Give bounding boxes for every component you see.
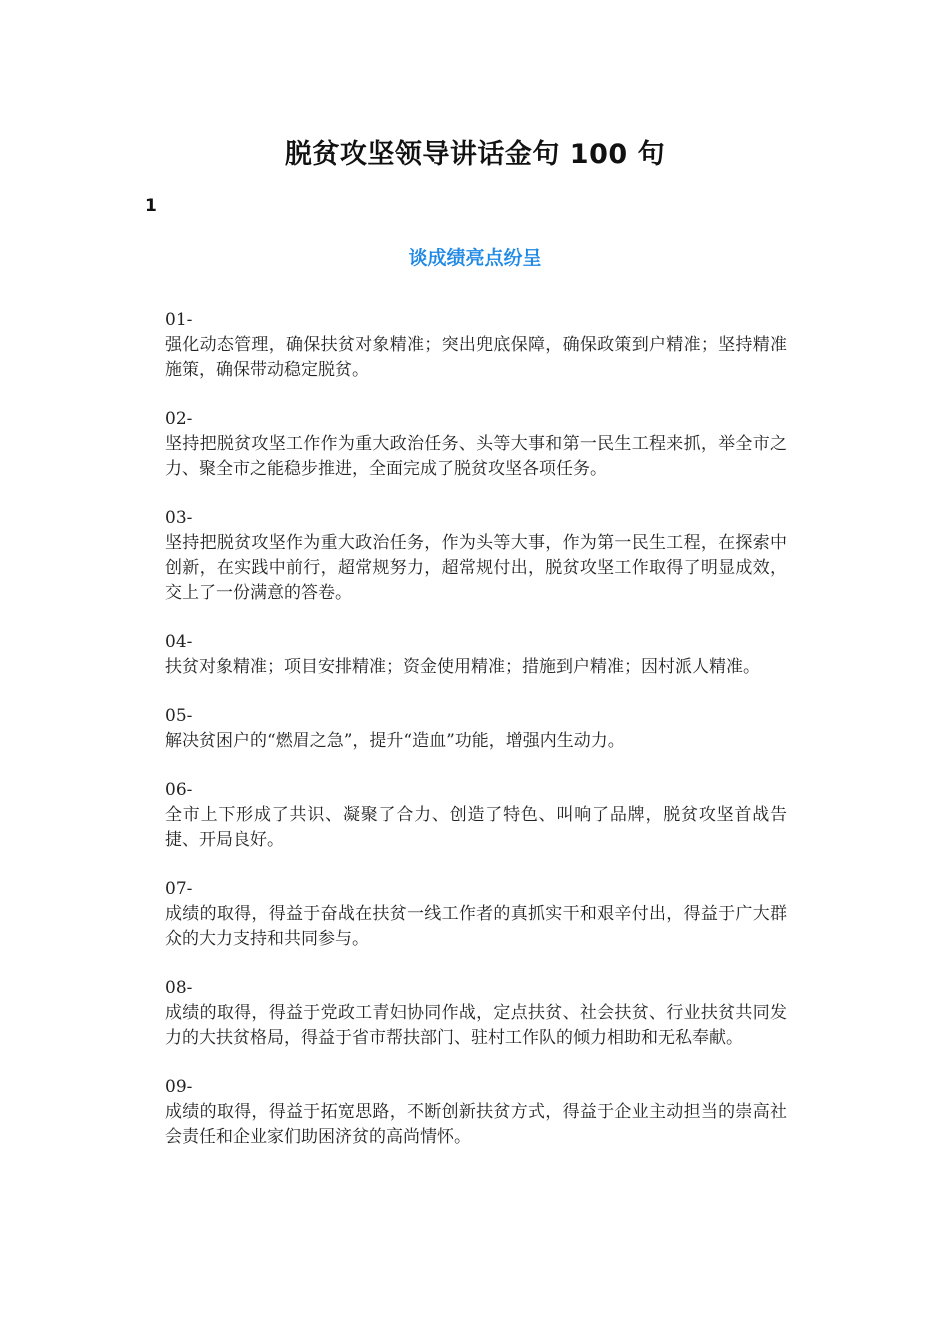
quote-text: 全市上下形成了共识、凝聚了合力、创造了特色、叫响了品牌，脱贫攻坚首战告捷、开局良好。 bbox=[165, 805, 787, 850]
quote-text: 解决贫困户的“燃眉之急”，提升“造血”功能，增强内生动力。 bbox=[165, 731, 625, 751]
quote-number: 04- bbox=[165, 632, 193, 652]
section-number: 1 bbox=[145, 196, 157, 216]
quote-item bbox=[165, 308, 787, 383]
quote-number: 02- bbox=[165, 409, 193, 429]
quote-item bbox=[165, 704, 787, 754]
quote-item bbox=[165, 1075, 787, 1150]
quote-item bbox=[165, 976, 787, 1051]
quote-text: 成绩的取得，得益于拓宽思路，不断创新扶贫方式，得益于企业主动担当的崇高社会责任和企业家们助困济贫的高尚情怀。 bbox=[165, 1102, 787, 1147]
quote-text: 成绩的取得，得益于党政工青妇协同作战，定点扶贫、社会扶贫、行业扶贫共同发力的大扶贫格局，得益于省市帮扶部门、驻村工作队的倾力相助和无私奉献。 bbox=[165, 1003, 787, 1048]
quote-text: 坚持把脱贫攻坚作为重大政治任务，作为头等大事，作为第一民生工程，在探索中创新，在实践中前行，超常规努力，超常规付出，脱贫攻坚工作取得了明显成效，交上了一份满意的答卷。 bbox=[165, 533, 787, 603]
section-heading: 谈成绩亮点纷呈 bbox=[408, 247, 542, 269]
quote-number: 01- bbox=[165, 310, 193, 330]
quote-number: 05- bbox=[165, 706, 193, 726]
quote-item bbox=[165, 407, 787, 482]
quote-number: 07- bbox=[165, 879, 193, 899]
quote-item bbox=[165, 506, 787, 606]
quote-item bbox=[165, 877, 787, 952]
quote-number: 06- bbox=[165, 780, 193, 800]
quote-item bbox=[165, 630, 787, 680]
document-title: 脱贫攻坚领导讲话金句 100 句 bbox=[284, 139, 666, 170]
quote-text: 坚持把脱贫攻坚工作作为重大政治任务、头等大事和第一民生工程来抓，举全市之力、聚全市之能稳步推进，全面完成了脱贫攻坚各项任务。 bbox=[165, 434, 787, 479]
quote-item bbox=[165, 778, 787, 853]
quote-number: 08- bbox=[165, 978, 193, 998]
quote-list bbox=[165, 308, 787, 1174]
quote-number: 03- bbox=[165, 508, 193, 528]
quote-text: 扶贫对象精准；项目安排精准；资金使用精准；措施到户精准；因村派人精准。 bbox=[165, 657, 760, 677]
quote-text: 强化动态管理，确保扶贫对象精准；突出兜底保障，确保政策到户精准；坚持精准施策，确保带动稳定脱贫。 bbox=[165, 335, 787, 380]
quote-number: 09- bbox=[165, 1077, 193, 1097]
quote-text: 成绩的取得，得益于奋战在扶贫一线工作者的真抓实干和艰辛付出，得益于广大群众的大力支持和共同参与。 bbox=[165, 904, 787, 949]
